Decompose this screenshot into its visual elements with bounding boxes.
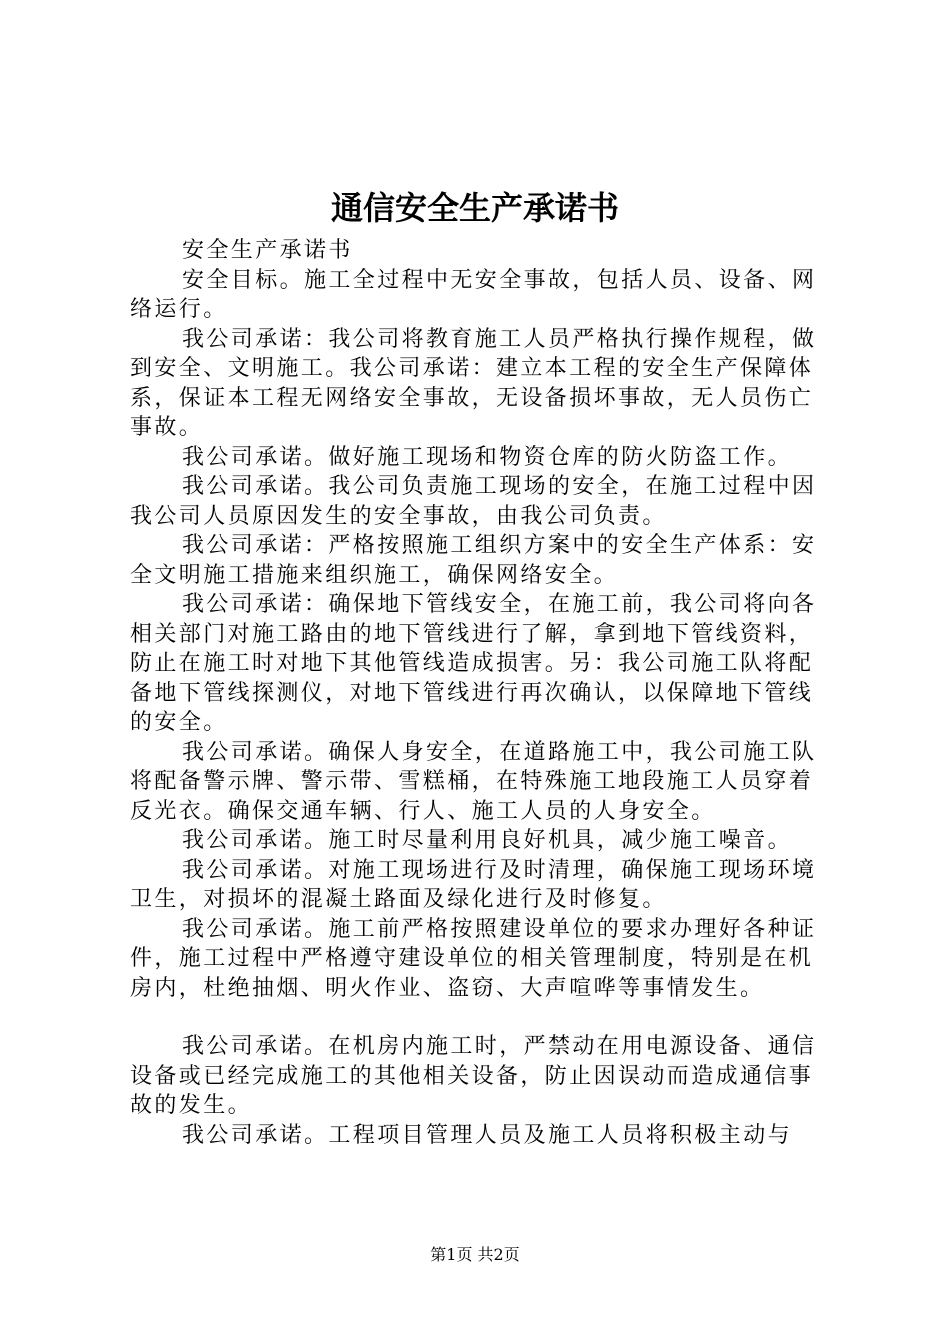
paragraph: 我公司承诺。做好施工现场和物资仓库的防火防盗工作。: [182, 444, 793, 470]
paragraph: 我公司承诺：我公司将教育施工人员严格执行操作规程，做到安全、文明施工。我公司承诺：建立本工程的安全生产保障体系，保证本工程无网络安全事故，无设备损坏事故，无人员伤亡事故。: [130, 326, 817, 440]
paragraph: 我公司承诺：确保地下管线安全，在施工前，我公司将向各相关部门对施工路由的地下管线进行了解，拿到地下管线资料，防止在施工时对地下其他管线造成损害。另：我公司施工队将配备地下管线探测仪，对地下管线进行再次确认，以保障地下管线的安全。: [130, 592, 817, 735]
paragraph: 我公司承诺。施工前严格按照建设单位的要求办理好各种证件，施工过程中严格遵守建设单位的相关管理制度，特别是在机房内，杜绝抽烟、明火作业、盗窃、大声喧哗等事情发生。: [130, 916, 817, 1001]
paragraph: 我公司承诺。施工时尽量利用良好机具，减少施工噪音。: [182, 828, 793, 853]
document-body: [130, 236, 835, 1150]
page-number: 第1页 共2页: [430, 1245, 520, 1264]
paragraph: 我公司承诺。我公司负责施工现场的安全，在施工过程中因我公司人员原因发生的安全事故，由我公司负责。: [130, 474, 817, 529]
paragraph: 安全目标。施工全过程中无安全事故，包括人员、设备、网络运行。: [130, 267, 817, 322]
paragraph-heading: 安全生产承诺书: [182, 238, 353, 263]
paragraph: 我公司承诺。对施工现场进行及时清理，确保施工现场环境卫生，对损坏的混凝土路面及绿化进行及时修复。: [130, 857, 817, 912]
document-title: 通信安全生产承诺书: [330, 189, 619, 227]
paragraph: 我公司承诺。确保人身安全，在道路施工中，我公司施工队将配备警示牌、警示带、雪糕桶，在特殊施工地段施工人员穿着反光衣。确保交通车辆、行人、施工人员的人身安全。: [130, 739, 817, 824]
paragraph: 我公司承诺：严格按照施工组织方案中的安全生产体系：安全文明施工措施来组织施工，确保网络安全。: [130, 533, 817, 588]
paragraph: 我公司承诺。工程项目管理人员及施工人员将积极主动与: [182, 1122, 793, 1148]
paragraph: 我公司承诺。在机房内施工时，严禁动在用电源设备、通信设备或已经完成施工的其他相关设备，防止因误动而造成通信事故的发生。: [130, 1034, 817, 1118]
